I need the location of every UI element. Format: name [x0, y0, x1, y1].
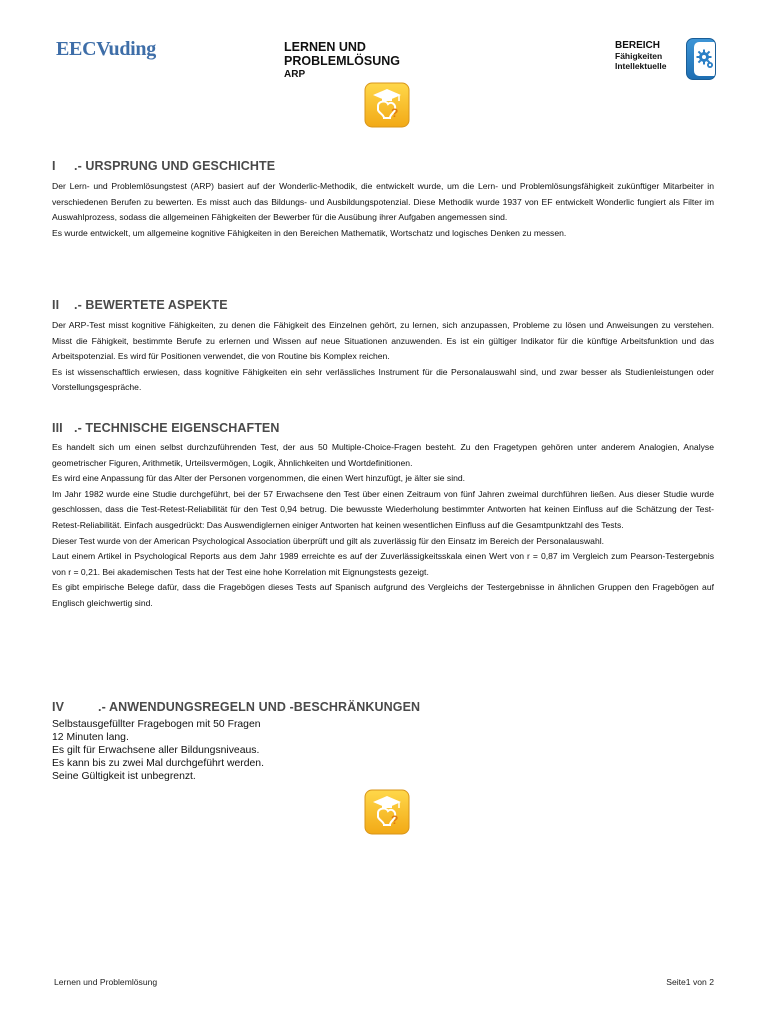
- rule-line: Seine Gültigkeit ist unbegrenzt.: [52, 771, 196, 782]
- section-heading-2: [52, 298, 228, 312]
- bereich-line-1: Fähigkeiten: [615, 51, 663, 61]
- bereich-block: [615, 41, 667, 71]
- section-heading-4: [52, 700, 420, 714]
- paragraph: Dieser Test wurde von der American Psychological Association überprüft und gilt als zuverlässig für den Einsatz im Bereich der Personalauswahl.: [52, 535, 605, 546]
- footer-title: Lernen und Problemlösung: [54, 977, 158, 987]
- document-title: [284, 40, 400, 81]
- section-title: .- BEWERTETE ASPEKTE: [74, 298, 228, 312]
- paragraph: Es wurde entwickelt, um allgemeine kognitive Fähigkeiten in den Bereichen Mathematik, Wortschatz und logisches Denken zu messen.: [52, 227, 567, 238]
- section-body-1: [52, 179, 714, 241]
- rule-line: Es kann bis zu zwei Mal durchgeführt werden.: [52, 758, 264, 769]
- title-line-2: PROBLEMLÖSUNG: [284, 54, 400, 68]
- section-heading-3: [52, 421, 280, 435]
- bereich-label: BEREICH: [615, 40, 661, 51]
- title-subtitle: ARP: [284, 69, 306, 80]
- paragraph: Im Jahr 1982 wurde eine Studie durchgeführt, bei der 57 Erwachsene den Test über einen Zeitraum von fünf Jahren zweimal durchführen ließen. Aus dieser Studie wurde geschlossen, dass die Test-Retest-Reliabilität für den Test 0,94 betrug. Die bewusste Wiederholung bestimmter Antworten hat keinen Einfluss auf die Schätzung der Test-Retest-Reliabilität. Einfach ausgedrückt: Das Auswendiglernen einiger Antworten hat keinen wesentlichen Einfluss auf die Gesamtpunktzahl des Tests.: [52, 488, 714, 530]
- paragraph: Es wird eine Anpassung für das Alter der Personen vorgenommen, die einen Wert hinzufügt, je älter sie sind.: [52, 473, 466, 484]
- title-line-1: LERNEN UND: [284, 40, 366, 54]
- paragraph: Der Lern- und Problemlösungstest (ARP) basiert auf der Wonderlic-Methodik, die entwickelt wurde, um die Lern- und Problemlösungsfähigkeit zukünftiger Mitarbeiter in verschiedenen Berufen zu bewerten. Es misst auch das Bildungs- und Ausbildungspotenzial. Diese Methodik wurde 1937 von EF entwickelt Wonderlic fungiert als Filter im Auswahlprozess, sodass die allgemeinen Fähigkeiten der Bewerber für die Ausübung ihrer Aufgaben angemessen sind.: [52, 181, 714, 223]
- graduation-cap-head-icon: [364, 82, 410, 128]
- bereich-line-2: Intellektuelle: [615, 61, 667, 71]
- section-title: .- URSPRUNG UND GESCHICHTE: [74, 159, 276, 173]
- gear-icon: [686, 38, 716, 80]
- section-body-3: [52, 440, 714, 612]
- svg-text:?: ?: [391, 106, 399, 120]
- section-heading-1: [52, 159, 275, 173]
- rule-line: Es gilt für Erwachsene aller Bildungsniveaus.: [52, 745, 260, 756]
- section-title: .- TECHNISCHE EIGENSCHAFTEN: [74, 421, 280, 435]
- paragraph: Laut einem Artikel in Psychological Reports aus dem Jahr 1989 erreichte es auf der Zuverlässigkeitsskala einen Wert von r = 0,87 im Vergleich zum Pearson-Testergebnis von r = 0,21. Bei akademischen Tests hat der Test eine hohe Korrelation mit Eignungstests gezeigt.: [52, 551, 714, 577]
- section-title: .- ANWENDUNGSREGELN UND -BESCHRÄNKUNGEN: [98, 700, 421, 714]
- page-number: Seite1 von 2: [666, 977, 714, 987]
- graduation-cap-head-icon: [364, 789, 410, 835]
- section-number: IV: [52, 700, 65, 714]
- section-body-4: [52, 718, 264, 783]
- paragraph: Es handelt sich um einen selbst durchzuführenden Test, der aus 50 Multiple-Choice-Fragen besteht. Zu den Fragetypen gehören unter anderem Analogien, Analyse geometrischer Figuren, Arithmetik, Urteilsvermögen, Logik, Ähnlichkeiten und Wortdefinitionen.: [52, 442, 714, 468]
- logo: EECVuding: [56, 38, 156, 60]
- rule-line: 12 Minuten lang.: [52, 732, 129, 743]
- section-number: III: [52, 421, 63, 435]
- paragraph: Es gibt empirische Belege dafür, dass die Fragebögen dieses Tests auf Spanisch aufgrund des Vergleichs der Testergebnisse in ähnlichen Gruppen den Fragebögen auf Englisch gleichwertig sind.: [52, 582, 714, 608]
- rule-line: Selbstausgefüllter Fragebogen mit 50 Fragen: [52, 719, 261, 730]
- section-number: II: [52, 298, 60, 312]
- section-body-2: [52, 318, 714, 396]
- paragraph: Es ist wissenschaftlich erwiesen, dass kognitive Fähigkeiten ein sehr verlässliches Instrument für die Personalauswahl sind, und zwar besser als Studienleistungen oder Vorstellungsgespräche.: [52, 366, 714, 393]
- paragraph: Der ARP-Test misst kognitive Fähigkeiten, zu denen die Fähigkeit des Einzelnen gehört, zu lernen, sich anzupassen, Probleme zu lösen und Anweisungen zu verstehen. Misst die Fähigkeit, bestimmte Berufe zu erlernen und Wissen auf neue Situationen anzuwenden. Es ist ein gültiger Indikator für die künftige Arbeitsfunktion und das Arbeitspotenzial. Es wird für Positionen verwendet, die von Routine bis Komplex reichen.: [52, 320, 714, 362]
- svg-text:?: ?: [391, 813, 399, 827]
- section-number: I: [52, 159, 56, 173]
